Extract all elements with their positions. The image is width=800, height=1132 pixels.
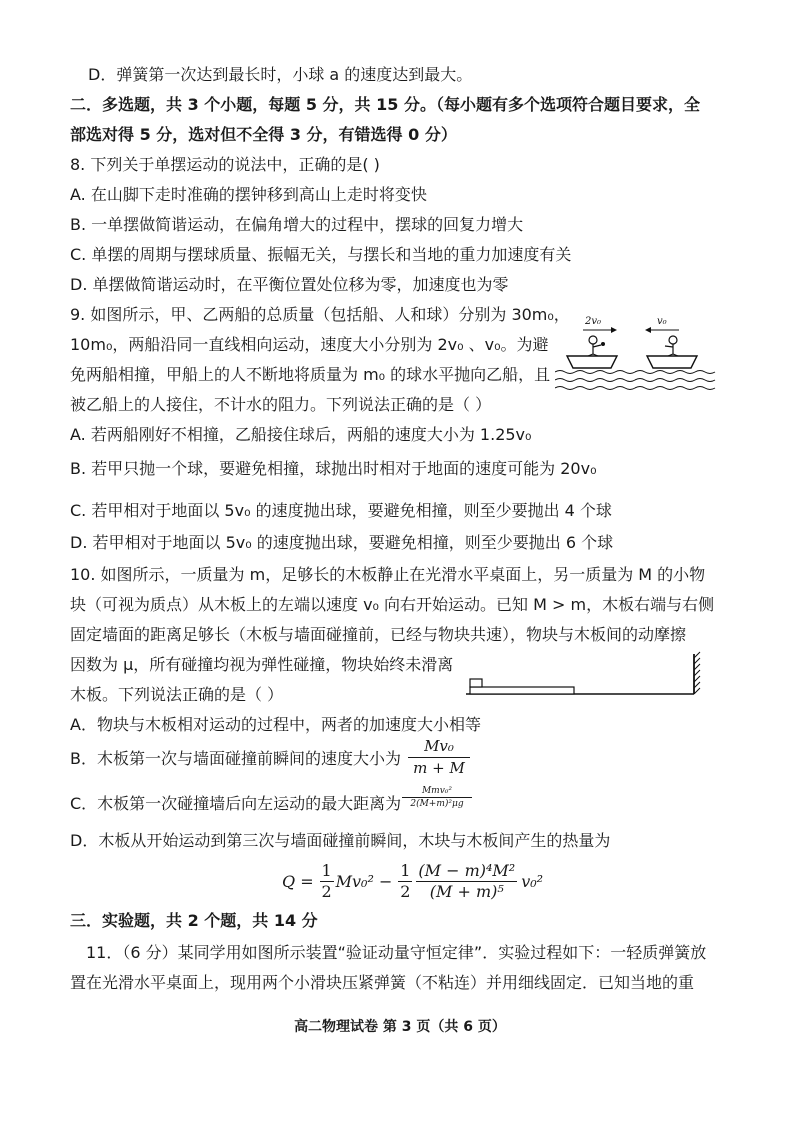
q10-b-numerator: Mv₀ — [408, 736, 470, 758]
formula-frac-half-2-num: 1 — [400, 860, 411, 880]
formula-frac-half-2-den: 2 — [400, 881, 411, 901]
q10-c-numerator: Mmv₀² — [402, 785, 472, 798]
q9-stem-2: 10m₀，两船沿同一直线相向运动，速度大小分别为 2v₀ 、v₀。为避 — [70, 335, 549, 354]
water-line-2 — [555, 379, 715, 382]
q10-b-denominator: m + M — [413, 759, 465, 777]
q10-stem-2: 块（可视为质点）从木板上的左端以速度 v₀ 向右开始运动。已知 M > m，木板右端与右侧 — [70, 595, 715, 614]
q11-stem-1: 11．（6 分）某同学用如图所示装置“验证动量守恒定律”．实验过程如下：一轻质弹簧放 — [86, 943, 707, 962]
q8-option-a: A. 在山脚下走时准确的摆钟移到高山上走时将变快 — [70, 185, 427, 204]
q8-option-b: B. 一单摆做简谐运动，在偏角增大的过程中，摆球的回复力增大 — [70, 215, 524, 234]
section-3-heading: 三．实验题，共 2 个题，共 14 分 — [70, 911, 318, 930]
q7-option-d: D．弹簧第一次达到最长时，小球 a 的速度达到最大。 — [88, 65, 473, 84]
water-line-3 — [555, 387, 715, 390]
boat-left-person-body — [588, 344, 601, 356]
block — [470, 679, 482, 687]
q9-option-b: B. 若甲只抛一个球，要避免相撞，球抛出时相对于地面的速度可能为 20v₀ — [70, 459, 597, 478]
q10-d-formula — [282, 856, 543, 906]
q10-option-a: A．物块与木板相对运动的过程中，两者的加速度大小相等 — [70, 715, 481, 734]
formula-frac-main — [416, 861, 517, 902]
q10-c-fraction — [402, 785, 472, 810]
boat-right-person-head — [669, 336, 677, 344]
formula-frac-main-den: (M + m)⁵ — [429, 881, 504, 901]
plank — [470, 687, 574, 694]
boats-figure — [555, 312, 720, 404]
formula-term-1: Mv₀² − — [335, 871, 393, 891]
formula-term-2: v₀² — [521, 871, 544, 891]
q11-stem-2: 置在光滑水平桌面上，现用两个小滑块压紧弹簧（不粘连）并用细线固定．已知当地的重 — [70, 973, 695, 992]
boat-left-hull — [567, 356, 617, 368]
ball — [601, 342, 605, 346]
q10-stem-3: 固定墙面的距离足够长（木板与墙面碰撞前，已经与物块共速），物块与木板间的动摩擦 — [70, 625, 687, 644]
q9-option-d: D. 若甲相对于地面以 5v₀ 的速度抛出球，要避免相撞，则至少要抛出 6 个球 — [70, 533, 614, 552]
q9-stem-4: 被乙船上的人接住，不计水的阻力。下列说法正确的是（ ） — [70, 395, 492, 414]
q9-option-a: A. 若两船刚好不相撞，乙船接住球后，两船的速度大小为 1.25v₀ — [70, 425, 532, 444]
boat-right-velocity-label: v₀ — [657, 316, 667, 327]
formula-frac-half-1-den: 2 — [321, 881, 332, 901]
q10-stem-5: 木板。下列说法正确的是（ ） — [70, 685, 284, 704]
boat-left-person-head — [589, 336, 597, 344]
boat-left-arrowhead — [611, 327, 617, 333]
q10-option-b: B．木板第一次与墙面碰撞前瞬间的速度大小为 — [70, 749, 401, 768]
formula-frac-half-1 — [320, 861, 334, 902]
q8-stem: 8. 下列关于单摆运动的说法中，正确的是( ) — [70, 155, 380, 174]
q10-option-c: C．木板第一次碰撞墙后向左运动的最大距离为 — [70, 794, 402, 813]
boat-right-person-body — [665, 344, 678, 356]
q10-b-fraction — [408, 736, 470, 778]
section-2-heading-cont: 部选对得 5 分，选对但不全得 3 分，有错选得 0 分） — [70, 125, 457, 144]
page-footer: 高二物理试卷 第 3 页（共 6 页） — [294, 1019, 506, 1035]
formula-frac-main-num: (M − m)⁴M² — [418, 860, 516, 880]
q10-option-d: D．木板从开始运动到第三次与墙面碰撞前瞬间，木块与木板间产生的热量为 — [70, 831, 611, 850]
boat-right-arrowhead — [645, 327, 651, 333]
q10-stem-1: 10. 如图所示，一质量为 m，足够长的木板静止在光滑水平桌面上，另一质量为 M 的小物 — [70, 565, 706, 584]
q9-stem-1: 9. 如图所示，甲、乙两船的总质量（包括船、人和球）分别为 30m₀， — [70, 305, 570, 324]
q10-c-denominator: 2(M+m)²μg — [410, 799, 464, 809]
q10-stem-4: 因数为 μ，所有碰撞均视为弹性碰撞，物块始终未滑离 — [70, 655, 454, 674]
q9-stem-3: 免两船相撞，甲船上的人不断地将质量为 m₀ 的球水平抛向乙船，且 — [70, 365, 551, 384]
plank-wall-figure — [462, 650, 712, 702]
formula-q-lhs: Q = — [282, 871, 314, 891]
wall-hatching — [694, 652, 700, 694]
q8-option-d: D. 单摆做简谐运动时，在平衡位置处位移为零，加速度也为零 — [70, 275, 509, 294]
q9-option-c: C. 若甲相对于地面以 5v₀ 的速度抛出球，要避免相撞，则至少要抛出 4 个球 — [70, 501, 612, 520]
formula-frac-half-2 — [398, 861, 412, 902]
formula-frac-half-1-num: 1 — [321, 860, 332, 880]
water-line-1 — [555, 371, 715, 374]
section-2-heading: 二．多选题，共 3 个小题，每题 5 分，共 15 分。（每小题有多个选项符合题目要求，全 — [70, 95, 700, 114]
boat-left-velocity-label: 2v₀ — [585, 316, 602, 327]
q8-option-c: C. 单摆的周期与摆球质量、振幅无关，与摆长和当地的重力加速度有关 — [70, 245, 572, 264]
boat-right-hull — [647, 356, 697, 368]
